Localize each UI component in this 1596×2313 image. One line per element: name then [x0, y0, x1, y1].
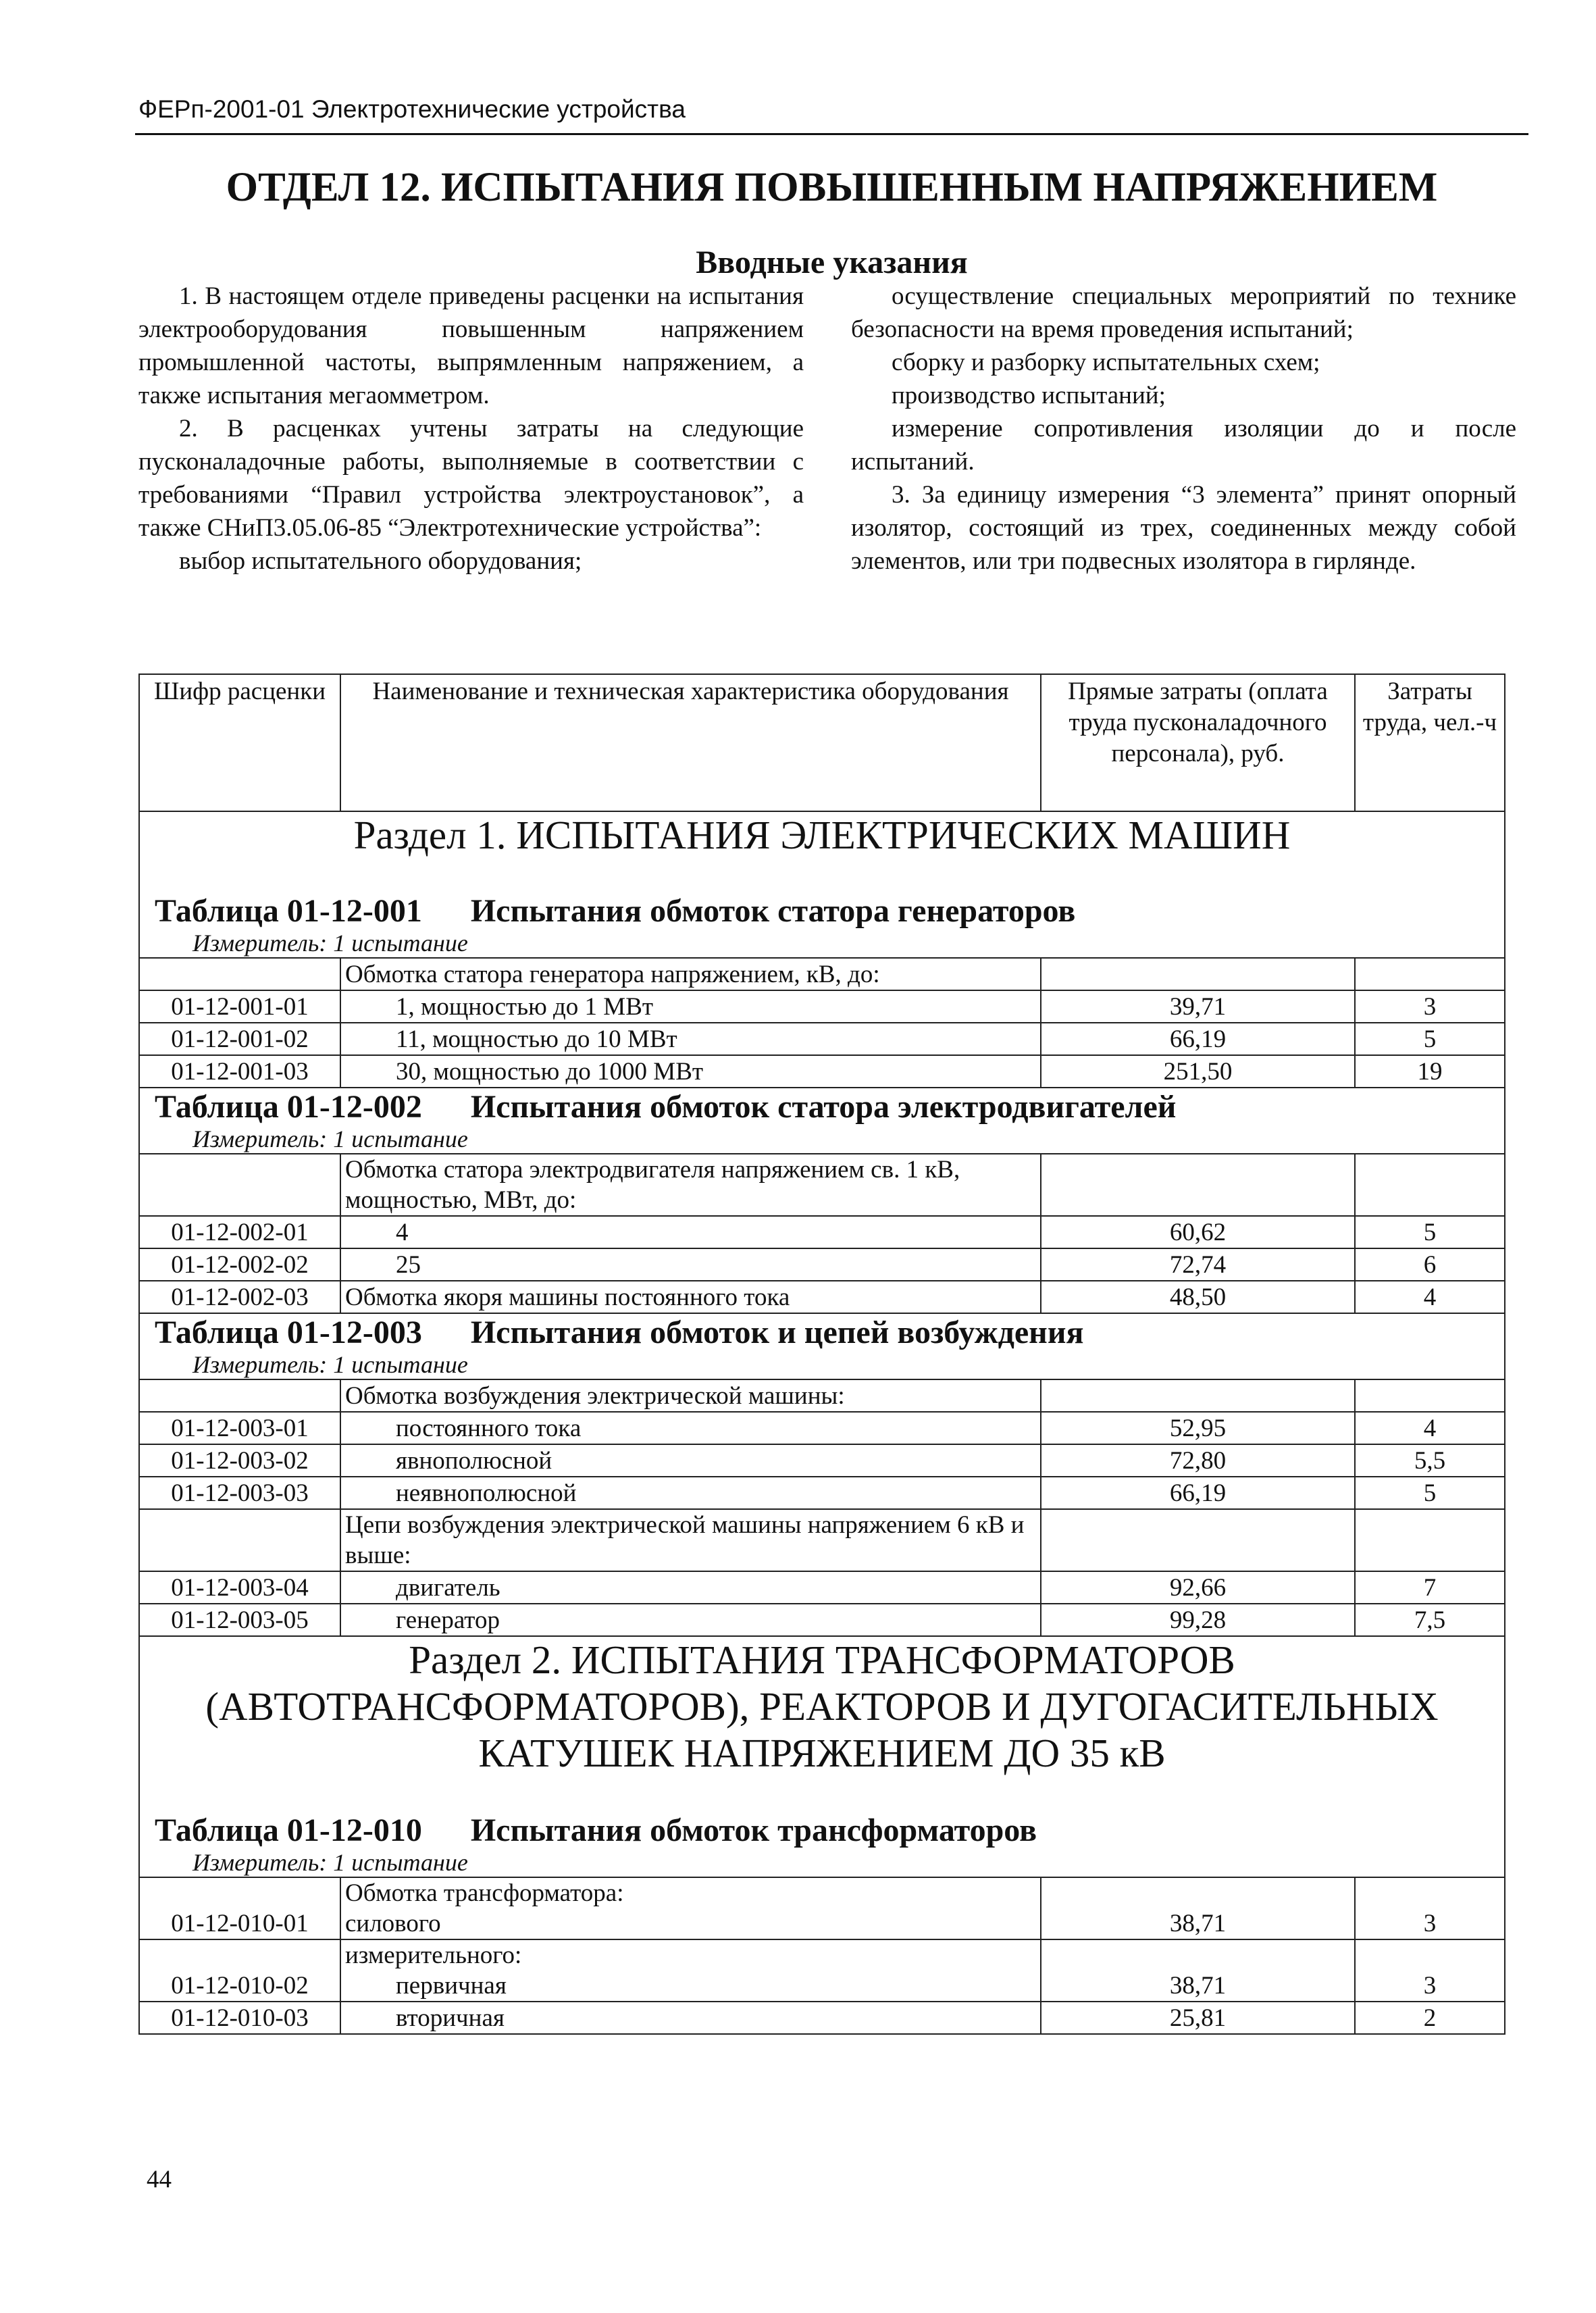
header-name: Наименование и техническая характеристика оборудования — [340, 674, 1041, 811]
labor-cell — [1355, 958, 1505, 990]
table-name: Испытания обмоток и цепей возбуждения — [470, 1315, 1084, 1350]
cost-cell: 251,50 — [1041, 1055, 1355, 1088]
name-text: генератор — [396, 1606, 500, 1634]
cost-cell — [1041, 1379, 1355, 1412]
name-cell — [340, 1477, 1041, 1509]
group-label: измерительного: — [345, 1941, 522, 1969]
labor-cell: 5 — [1355, 1477, 1505, 1509]
code-cell: 01-12-003-03 — [139, 1477, 340, 1509]
name-text: вторичная — [396, 2004, 505, 2032]
meter-label: Измеритель: — [192, 930, 328, 957]
labor-cell: 19 — [1355, 1055, 1505, 1088]
meter — [139, 1351, 1505, 1379]
cost-cell: 39,71 — [1041, 990, 1355, 1023]
header-rule — [135, 133, 1528, 135]
name-cell — [340, 1055, 1041, 1088]
labor-cell — [1355, 1154, 1505, 1216]
table-row — [139, 1444, 1505, 1477]
name-cell — [340, 1412, 1041, 1444]
cost-cell — [1041, 1154, 1355, 1216]
cost-cell: 52,95 — [1041, 1412, 1355, 1444]
code-cell: 01-12-001-02 — [139, 1023, 340, 1055]
name-cell — [340, 2002, 1041, 2034]
meter — [139, 930, 1505, 958]
table-row — [139, 1412, 1505, 1444]
table-row — [139, 1216, 1505, 1248]
labor-cell: 5 — [1355, 1023, 1505, 1055]
labor-cell: 3 — [1355, 990, 1505, 1023]
labor-cell: 4 — [1355, 1281, 1505, 1313]
name-text: двигатель — [396, 1574, 500, 1602]
intro-paragraph: измерение сопротивления изоляции до и после испытаний. — [851, 415, 1516, 476]
cost-cell: 38,71 — [1041, 1877, 1355, 1939]
intro-paragraph: сборку и разборку испытательных схем; — [892, 349, 1320, 376]
group-row — [139, 1379, 1505, 1412]
meter-row — [139, 930, 1505, 958]
group-label: Обмотка статора генератора напряжением, кВ, до: — [340, 958, 1041, 990]
labor-cell: 5 — [1355, 1216, 1505, 1248]
table-title-row — [139, 859, 1505, 930]
name-cell — [340, 1939, 1041, 2002]
table-row — [139, 1604, 1505, 1636]
name-text: 4 — [396, 1219, 409, 1246]
cost-cell: 48,50 — [1041, 1281, 1355, 1313]
table-title-row — [139, 1088, 1505, 1125]
table-code: Таблица 01-12-002 — [155, 1089, 422, 1125]
code-cell: 01-12-010-03 — [139, 2002, 340, 2034]
name-cell — [340, 1216, 1041, 1248]
cost-cell: 60,62 — [1041, 1216, 1355, 1248]
code-cell: 01-12-003-05 — [139, 1604, 340, 1636]
table-row — [139, 1877, 1505, 1939]
name-text: 25 — [396, 1251, 421, 1279]
meter-row — [139, 1849, 1505, 1877]
header-cost: Прямые затраты (оплата труда пусконаладочного персонала), руб. — [1041, 674, 1355, 811]
code-cell — [139, 1154, 340, 1216]
name-text: 30, мощностью до 1000 МВт — [396, 1058, 704, 1086]
table-code: Таблица 01-12-001 — [155, 893, 422, 929]
header-code: Шифр расценки — [139, 674, 340, 811]
group-row — [139, 1154, 1505, 1216]
running-header: ФЕРп-2001-01 Электротехнические устройства — [138, 95, 686, 123]
name-text: постоянного тока — [396, 1415, 582, 1442]
meter-label: Измеритель: — [192, 1849, 328, 1876]
table-title — [139, 1088, 1505, 1125]
cost-cell — [1041, 958, 1355, 990]
cost-cell: 92,66 — [1041, 1571, 1355, 1604]
labor-cell: 2 — [1355, 2002, 1505, 2034]
table-code: Таблица 01-12-010 — [155, 1812, 422, 1848]
section-title: Раздел 1. ИСПЫТАНИЯ ЭЛЕКТРИЧЕСКИХ МАШИН — [139, 811, 1505, 859]
cost-cell: 72,80 — [1041, 1444, 1355, 1477]
table-row — [139, 1571, 1505, 1604]
cost-cell: 72,74 — [1041, 1248, 1355, 1281]
name-text: неявнополюсной — [396, 1479, 577, 1507]
group-label: Обмотка возбуждения электрической машины: — [340, 1379, 1041, 1412]
name-text: явнополюсной — [396, 1447, 552, 1475]
name-cell — [340, 1023, 1041, 1055]
table-title — [139, 859, 1505, 930]
cost-cell: 66,19 — [1041, 1023, 1355, 1055]
name-cell — [340, 990, 1041, 1023]
cost-cell: 66,19 — [1041, 1477, 1355, 1509]
department-title: ОТДЕЛ 12. ИСПЫТАНИЯ ПОВЫШЕННЫМ НАПРЯЖЕНИЕМ — [226, 165, 1438, 210]
rates-table — [138, 673, 1505, 2035]
intro-paragraph: выбор испытательного оборудования; — [179, 547, 582, 575]
intro-paragraph: 1. В настоящем отделе приведены расценки на испытания электрооборудования повышенным напряжением промышленной частоты, выпрямленным напряжением, а также испытания мегаомметром. — [138, 282, 804, 409]
meter-row — [139, 1125, 1505, 1154]
name-cell: Обмотка якоря машины постоянного тока — [340, 1281, 1041, 1313]
name-cell — [340, 1604, 1041, 1636]
labor-cell — [1355, 1379, 1505, 1412]
group-label: Цепи возбуждения электрической машины напряжением 6 кВ и выше: — [340, 1509, 1041, 1571]
code-cell: 01-12-002-01 — [139, 1216, 340, 1248]
group-label: Обмотка статора электродвигателя напряжением св. 1 кВ, мощностью, МВт, до: — [340, 1154, 1041, 1216]
meter-value: 1 испытание — [333, 930, 468, 957]
name-cell — [340, 1248, 1041, 1281]
code-cell: 01-12-001-01 — [139, 990, 340, 1023]
labor-cell: 5,5 — [1355, 1444, 1505, 1477]
table-row — [139, 1477, 1505, 1509]
labor-cell: 6 — [1355, 1248, 1505, 1281]
section-row — [139, 811, 1505, 859]
code-cell: 01-12-003-01 — [139, 1412, 340, 1444]
code-cell — [139, 958, 340, 990]
name-text: 1, мощностью до 1 МВт — [396, 993, 654, 1021]
header-labor: Затраты труда, чел.-ч — [1355, 674, 1505, 811]
code-cell: 01-12-010-01 — [139, 1877, 340, 1939]
group-label: Обмотка трансформатора: — [345, 1879, 624, 1907]
intro-paragraph: 3. За единицу измерения “3 элемента” принят опорный изолятор, состоящий из трех, соединенных между собой элементов, или три подвесных изолятора в гирлянде. — [851, 481, 1516, 575]
table-title — [139, 1778, 1505, 1849]
meter-label: Измеритель: — [192, 1125, 328, 1152]
intro-paragraph: осуществление специальных мероприятий по технике безопасности на время проведения испытаний; — [851, 282, 1516, 343]
table-name: Испытания обмоток трансформаторов — [470, 1812, 1037, 1848]
labor-cell: 3 — [1355, 1939, 1505, 2002]
intro-paragraph: 2. В расценках учтены затраты на следующие пусконаладочные работы, выполняемые в соответствии с требованиями “Правил устройства электроустановок”, а также СНиП3.05.06-85 “Электротехнические устройства”: — [138, 415, 804, 542]
intro-title: Вводные указания — [696, 245, 968, 280]
code-cell — [139, 1379, 340, 1412]
intro-left-column — [138, 280, 804, 617]
section-title: Раздел 2. ИСПЫТАНИЯ ТРАНСФОРМАТОРОВ (АВТОТРАНСФОРМАТОРОВ), РЕАКТОРОВ И ДУГОГАСИТЕЛЬНЫХ КАТУШЕК НАПРЯЖЕНИЕМ ДО 35 кВ — [139, 1636, 1505, 1778]
name-cell — [340, 1444, 1041, 1477]
table-row — [139, 990, 1505, 1023]
code-cell: 01-12-001-03 — [139, 1055, 340, 1088]
cost-cell: 38,71 — [1041, 1939, 1355, 2002]
name-text: первичная — [396, 1972, 507, 2000]
table-row — [139, 1023, 1505, 1055]
code-cell: 01-12-002-03 — [139, 1281, 340, 1313]
meter-value: 1 испытание — [333, 1849, 468, 1876]
table-row — [139, 2002, 1505, 2034]
intro-right-column — [851, 280, 1516, 617]
name-text: 11, мощностью до 10 МВт — [396, 1025, 677, 1053]
table-row — [139, 1939, 1505, 2002]
table-row — [139, 1281, 1505, 1313]
table-code: Таблица 01-12-003 — [155, 1315, 422, 1350]
meter-value: 1 испытание — [333, 1351, 468, 1378]
cost-cell: 25,81 — [1041, 2002, 1355, 2034]
name-text: силового — [345, 1910, 441, 1937]
group-row — [139, 958, 1505, 990]
meter — [139, 1849, 1505, 1877]
labor-cell — [1355, 1509, 1505, 1571]
labor-cell: 7 — [1355, 1571, 1505, 1604]
table-title — [139, 1313, 1505, 1351]
meter-row — [139, 1351, 1505, 1379]
code-cell: 01-12-002-02 — [139, 1248, 340, 1281]
code-cell: 01-12-010-02 — [139, 1939, 340, 2002]
code-cell: 01-12-003-04 — [139, 1571, 340, 1604]
section-row — [139, 1636, 1505, 1778]
labor-cell: 7,5 — [1355, 1604, 1505, 1636]
table-row — [139, 1248, 1505, 1281]
labor-cell: 4 — [1355, 1412, 1505, 1444]
meter-value: 1 испытание — [333, 1125, 468, 1152]
code-cell — [139, 1509, 340, 1571]
meter — [139, 1125, 1505, 1154]
cost-cell — [1041, 1509, 1355, 1571]
code-cell: 01-12-003-02 — [139, 1444, 340, 1477]
intro-columns — [138, 280, 1516, 617]
page-number: 44 — [147, 2166, 172, 2193]
table-row — [139, 1055, 1505, 1088]
meter-label: Измеритель: — [192, 1351, 328, 1378]
table-name: Испытания обмоток статора генераторов — [470, 893, 1076, 929]
labor-cell: 3 — [1355, 1877, 1505, 1939]
cost-cell: 99,28 — [1041, 1604, 1355, 1636]
group-row — [139, 1509, 1505, 1571]
table-name: Испытания обмоток статора электродвигателей — [470, 1089, 1177, 1125]
table-header-row — [139, 674, 1505, 811]
name-cell — [340, 1877, 1041, 1939]
intro-paragraph: производство испытаний; — [892, 382, 1166, 409]
name-cell — [340, 1571, 1041, 1604]
table-title-row — [139, 1778, 1505, 1849]
table-title-row — [139, 1313, 1505, 1351]
